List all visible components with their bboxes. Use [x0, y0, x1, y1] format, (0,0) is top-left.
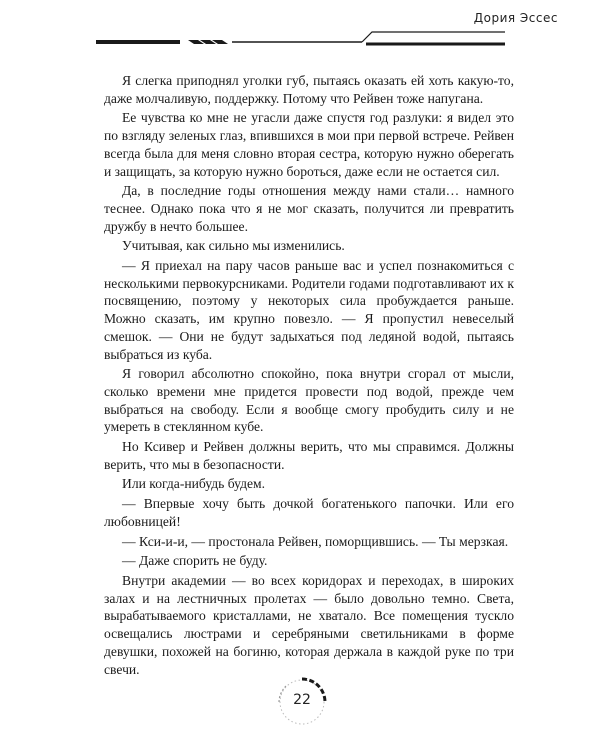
author-name: Дория Эссес [473, 11, 558, 25]
page-number: 22 [293, 692, 311, 708]
paragraph: Я слегка приподнял уголки губ, пытаясь оказать ей хоть какую-то, даже молчаливую, поддержку. Потому что Рейвен тоже напугана. [104, 73, 514, 106]
paragraph: — Даже спорить не буду. [122, 553, 268, 569]
paragraph: — Впервые хочу быть дочкой богатенького папочки. Или его любовницей! [104, 496, 514, 529]
header-rule-left [96, 40, 180, 44]
body-text [104, 72, 514, 680]
paragraph: Учитывая, как сильно мы изменились. [122, 238, 345, 254]
paragraph: — Я приехал на пару часов раньше вас и успел познакомиться с несколькими первокурсниками. Родители годами подготавливают их к посвящению, поэтому у некоторых сила пробуждается раньше. Можно сказать, им крупно повезло. — Я пропустил невеселый смешок. — Они не будут задыхаться под ледяной водой, пытаясь выбраться из куба. [104, 258, 514, 362]
header-chevron-marks [188, 40, 228, 44]
header-step-line [362, 32, 505, 42]
paragraph: Ее чувства ко мне не угасли даже спустя год разлуки: я видел это по взгляду зеленых глаз, впившихся в мои при первой встрече. Рейвен всегда была для меня словно вторая сестра, которую нужно оберегать и защищать, за которую нужно бороться, даже если не остается сил. [104, 110, 514, 179]
paragraph: Я говорил абсолютно спокойно, пока внутри сгорал от мысли, сколько времени мне придется провести под водой, прежде чем выбраться на свободу. Если я вообще смогу пробудить силу и не умереть в стеклянном кубе. [104, 366, 514, 435]
paragraph: Внутри академии — во всех коридорах и переходах, в широких залах и на лестничных пролетах — было довольно темно. Света, вырабатываемого кристаллами, не хватало. Все помещения тускло освещались люстрами и серебряными светильниками в форме девушки, похожей на богиню, которая держала в каждой руке по три свечи. [104, 572, 514, 677]
paragraph: — Кси-и-и, — простонала Рейвен, поморщившись. — Ты мерзкая. [122, 533, 509, 549]
header-ornament [0, 0, 600, 60]
paragraph: Или когда-нибудь будем. [122, 476, 266, 492]
paragraph: Да, в последние годы отношения между нами стали… намного теснее. Однако пока что я не мог сказать, получится ли превратить дружбу в нечто большее. [104, 183, 514, 234]
paragraph: Но Ксивер и Рейвен должны верить, что мы справимся. Должны верить, что мы в безопасности. [104, 439, 514, 472]
running-header [0, 0, 600, 60]
page-footer [274, 674, 330, 730]
